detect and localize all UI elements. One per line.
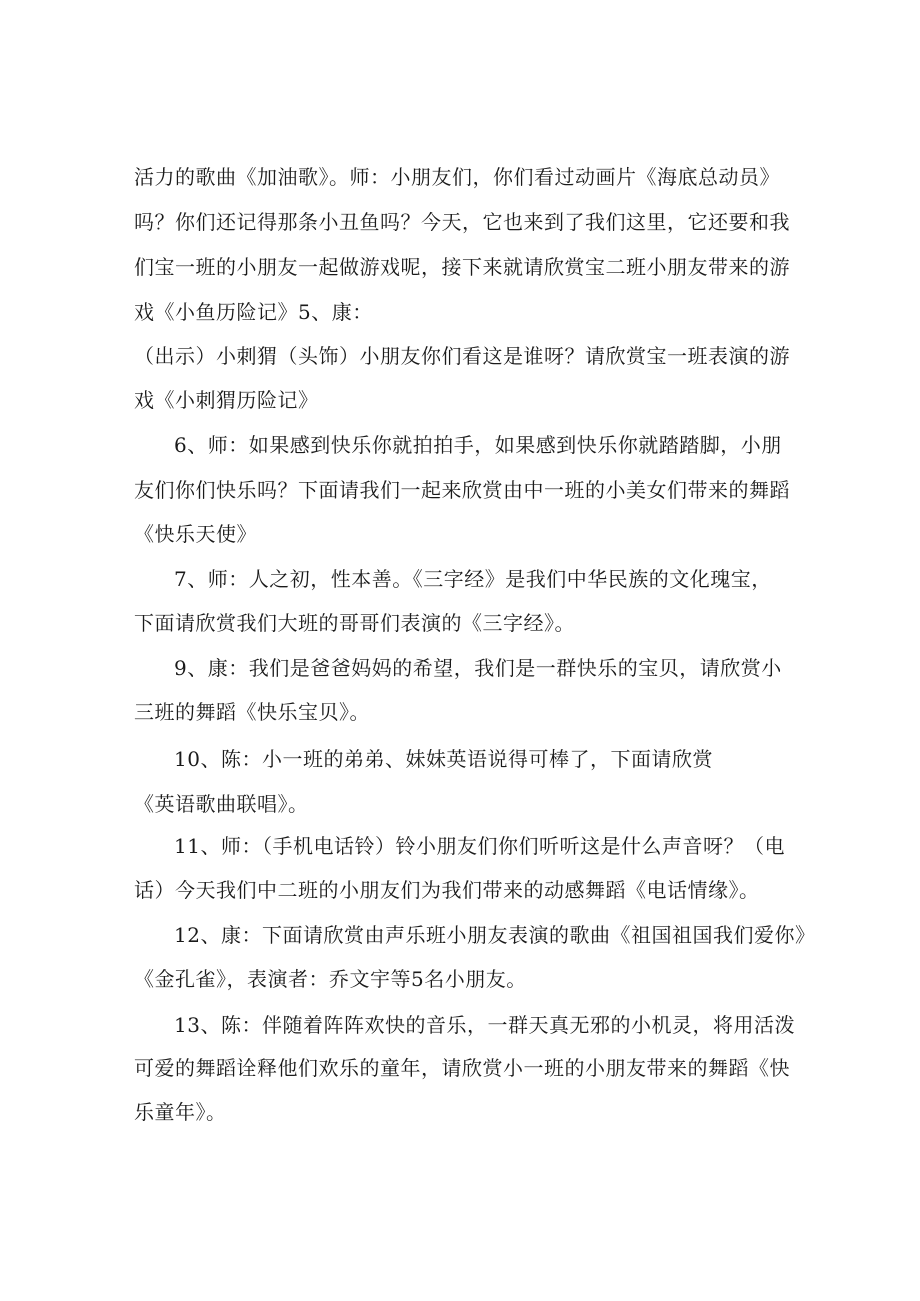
text-line: 友们你们快乐吗？下面请我们一起来欣赏由中一班的小美女们带来的舞蹈: [134, 478, 790, 502]
text-line: 活力的歌曲《加油歌》。师：小朋友们，你们看过动画片《海底总动员》: [134, 165, 780, 189]
text-line: 下面请欣赏我们大班的哥哥们表演的《三字经》。: [134, 611, 575, 635]
text-line: 们宝一班的小朋友一起做游戏呢，接下来就请欣赏宝二班小朋友带来的游: [134, 255, 790, 279]
text-line: 三班的舞蹈《快乐宝贝》。: [134, 700, 370, 724]
text-line: 吗？你们还记得那条小丑鱼吗？今天，它也来到了我们这里，它还要和我: [134, 210, 790, 234]
text-line: 9、康：我们是爸爸妈妈的希望，我们是一群快乐的宝贝，请欣赏小: [174, 656, 782, 680]
text-line: 13、陈：伴随着阵阵欢快的音乐，一群天真无邪的小机灵，将用活泼: [174, 1013, 795, 1037]
text-line: 11、师：（手机电话铃）铃小朋友们你们听听这是什么声音呀？（电: [174, 834, 785, 858]
text-line: 可爱的舞蹈诠释他们欢乐的童年，请欣赏小一班的小朋友带来的舞蹈《快: [134, 1056, 790, 1080]
text-line: 《快乐天使》: [134, 522, 257, 546]
text-line: 6、师：如果感到快乐你就拍拍手，如果感到快乐你就踏踏脚，小朋: [174, 433, 782, 457]
text-line: 乐童年》。: [134, 1100, 227, 1124]
text-line: 12、康：下面请欣赏由声乐班小朋友表演的歌曲《祖国祖国我们爱你》: [174, 923, 816, 947]
text-line: （出示）小刺猬（头饰）小朋友你们看这是谁呀？请欣赏宝一班表演的游: [134, 344, 790, 368]
text-line: 《英语歌曲联唱》。: [134, 792, 309, 816]
text-line: 戏《小刺猬历险记》: [134, 388, 319, 412]
text-line: 7、师：人之初，性本善。《三字经》是我们中华民族的文化瑰宝，: [174, 567, 772, 591]
text-line: 10、陈：小一班的弟弟、妹妹英语说得可棒了，下面请欣赏: [174, 747, 713, 771]
text-line: 戏《小鱼历险记》5、康：: [134, 300, 373, 324]
text-line: 《金孔雀》，表演者：乔文宇等5名小朋友。: [134, 967, 527, 991]
text-line: 话）今天我们中二班的小朋友们为我们带来的动感舞蹈《电话情缘》。: [134, 878, 760, 902]
